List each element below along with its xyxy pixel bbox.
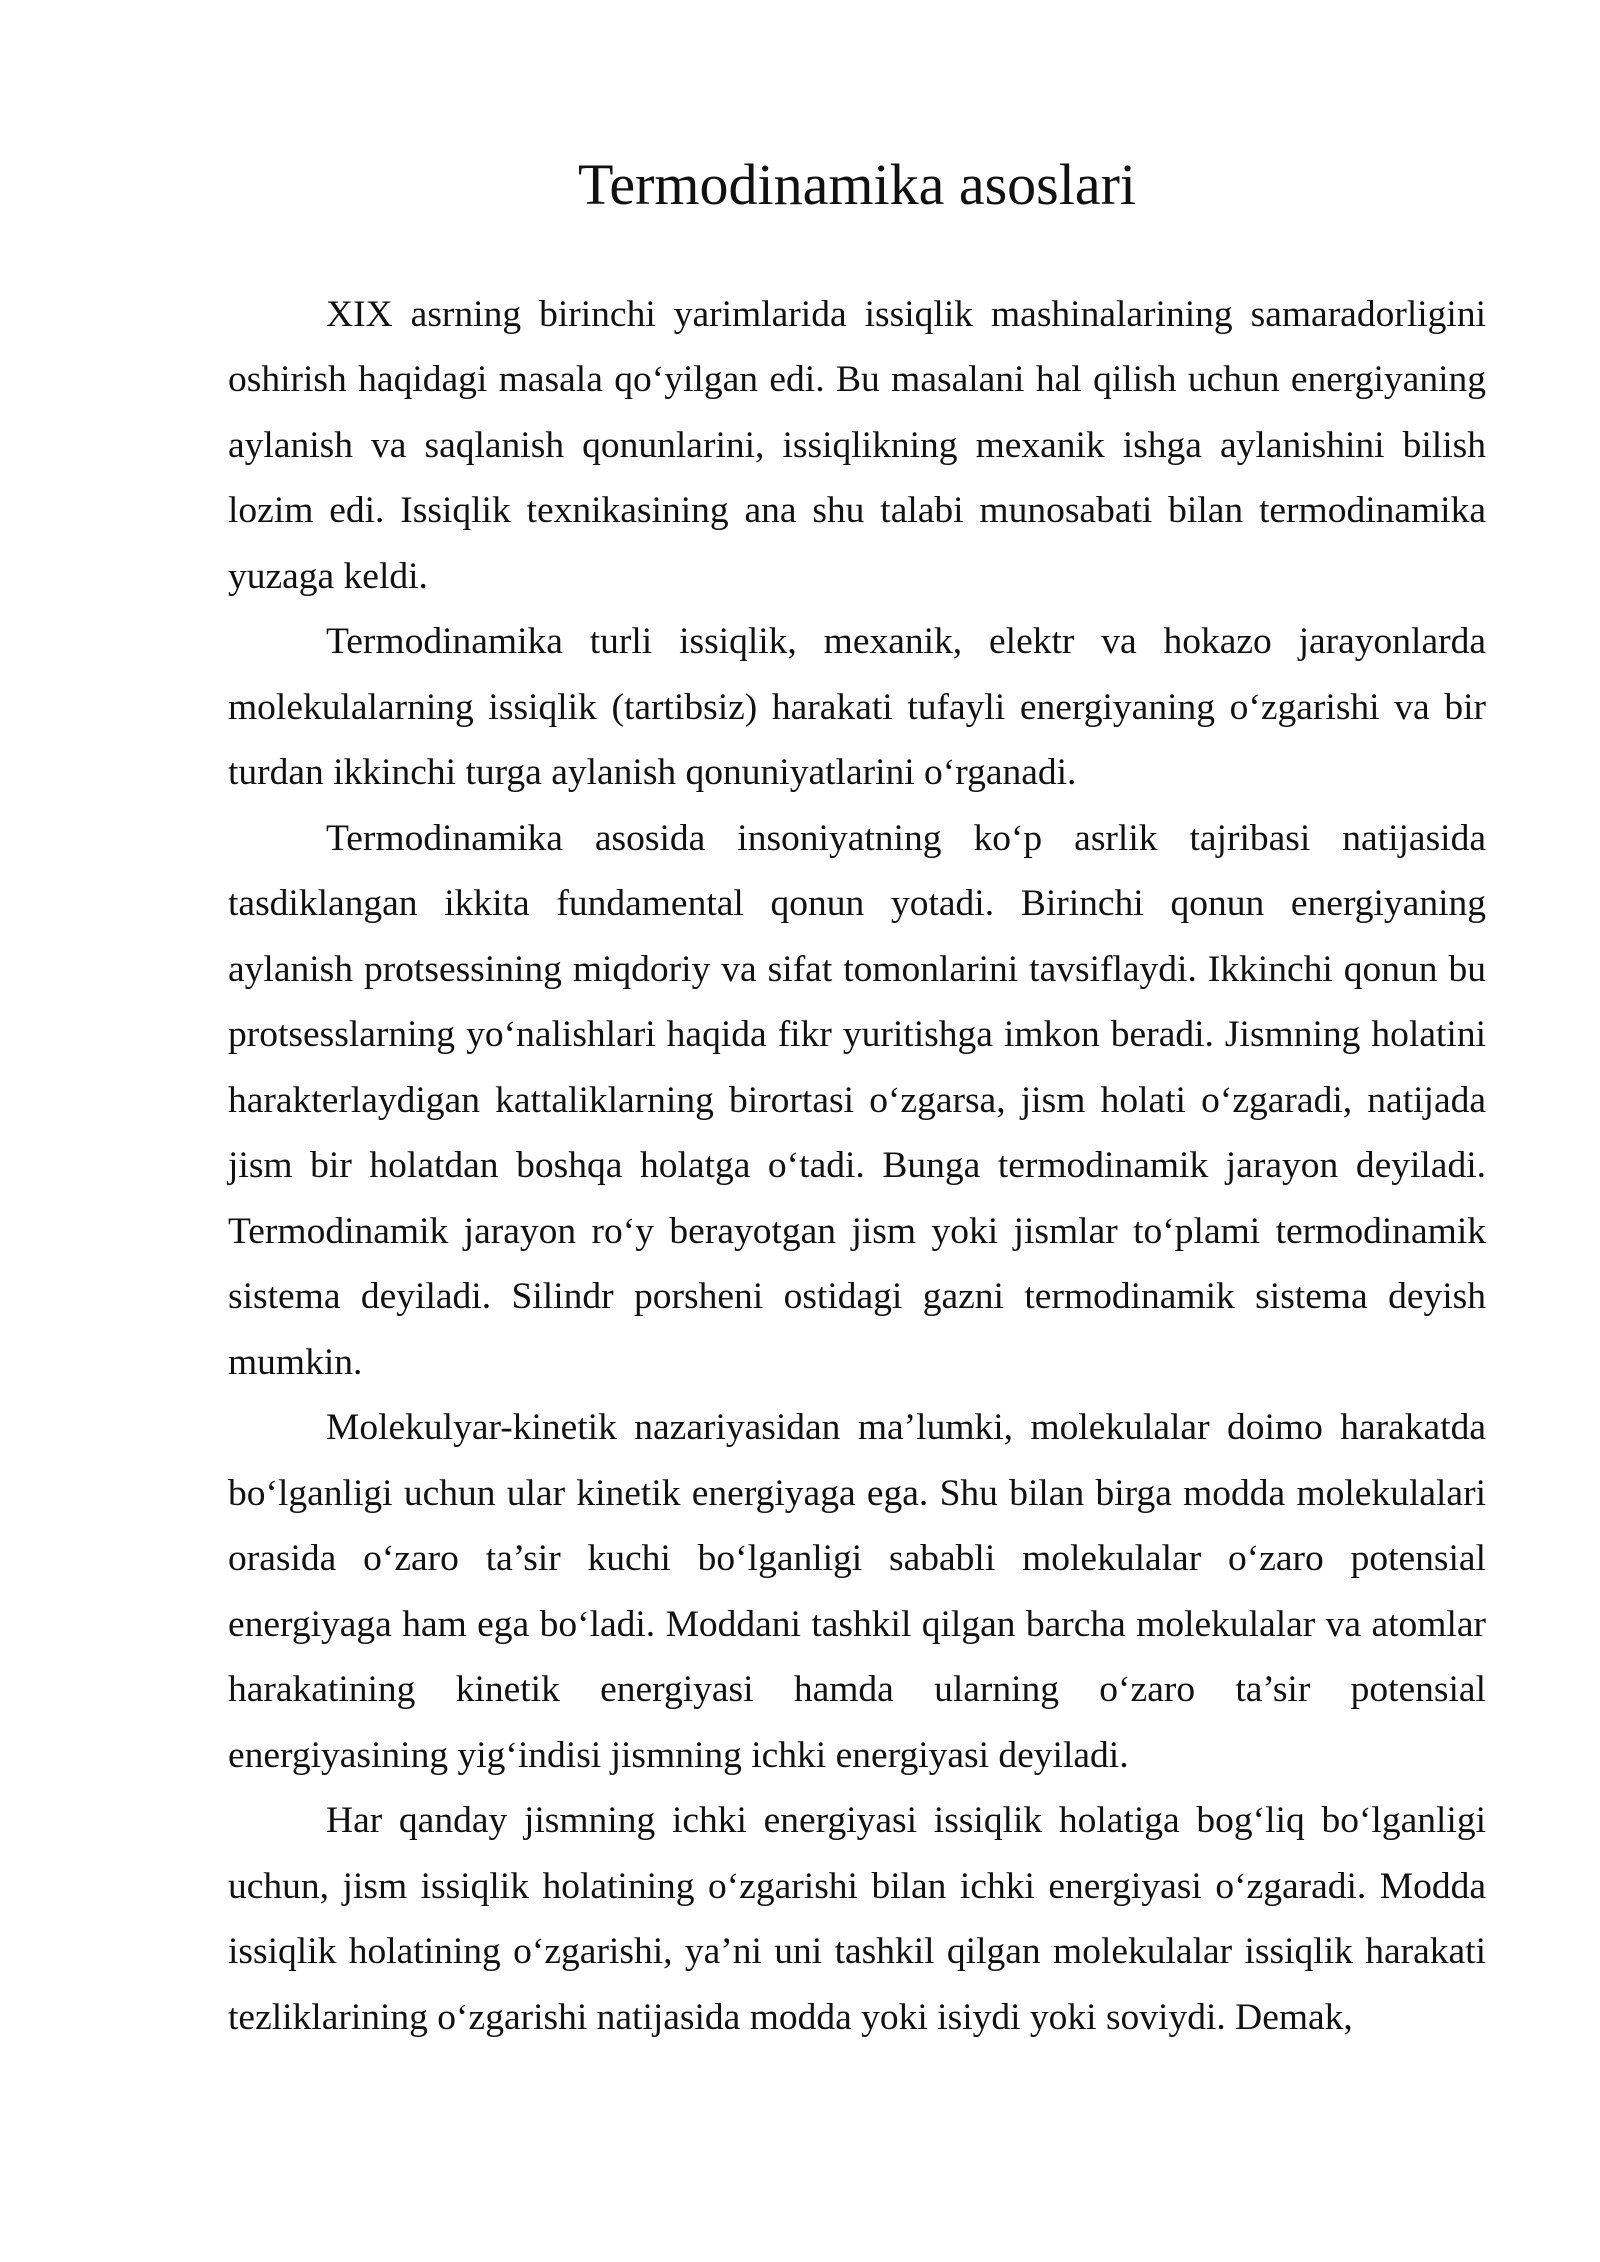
paragraph-2: Termodinamika turli issiqlik, mexanik, elektr va hokazo jarayonlarda molekulalarning issiqlik (tartibsiz) harakati tufayli energiyaning o‘zgarishi va bir turdan ikkinchi turga aylanish qonuniyatlarini o‘rganadi. <box>228 621 1486 794</box>
paragraph-5: Har qanday jismning ichki energiyasi issiqlik holatiga bog‘liq bo‘lganligi uchun, jism issiqlik holatining o‘zgarishi bilan ichki energiyasi o‘zgaradi. Modda issiqlik holatining o‘zgarishi, ya’ni uni tashkil qilgan molekulalar issiqlik harakati tezliklarining o‘zgarishi natijasida modda yoki isiydi yoki soviydi. Demak, <box>228 1800 1486 2038</box>
paragraph-1: XIX asrning birinchi yarimlarida issiqlik mashinalarining samaradorligini oshirish haqidagi masala qo‘yilgan edi. Bu masalani hal qilish uchun energiyaning aylanish va saqlanish qonunlarini, issiqlikning mexanik ishga aylanishini bilish lozim edi. Issiqlik texnikasining ana shu talabi munosabati bilan termodinamika yuzaga keldi. <box>228 293 1486 597</box>
paragraph-3: Termodinamika asosida insoniyatning ko‘p asrlik tajribasi natijasida tasdiklangan ikkita fundamental qonun yotadi. Birinchi qonun energiyaning aylanish protsessining miqdoriy va sifat tomonlarini tavsiflaydi. Ikkinchi qonun bu protsesslarning yo‘nalishlari haqida fikr yuritishga imkon beradi. Jismning holatini harakterlaydigan kattaliklarning birortasi o‘zgarsa, jism holati o‘zgaradi, natijada jism bir holatdan boshqa holatga o‘tadi. Bunga termodinamik jarayon deyiladi. Termodinamik jarayon ro‘y berayotgan jism yoki jismlar to‘plami termodinamik sistema deyiladi. Silindr porsheni ostidagi gazni termodinamik sistema deyish mumkin. <box>228 817 1486 1383</box>
page-title: Termodinamika asoslari <box>577 152 1137 217</box>
paragraph-4: Molekulyar-kinetik nazariyasidan ma’lumki, molekulalar doimo harakatda bo‘lganligi uchun ular kinetik energiyaga ega. Shu bilan birga modda molekulalari orasida o‘zaro ta’sir kuchi bo‘lganligi sababli molekulalar o‘zaro potensial energiyaga ham ega bo‘ladi. Moddani tashkil qilgan barcha molekulalar va atomlar harakatining kinetik energiyasi hamda ularning o‘zaro ta’sir potensial energiyasining yig‘indisi jismning ichki energiyasi deyiladi. <box>228 1407 1486 1776</box>
document-page <box>228 150 1486 2050</box>
document-body <box>228 282 1486 2051</box>
